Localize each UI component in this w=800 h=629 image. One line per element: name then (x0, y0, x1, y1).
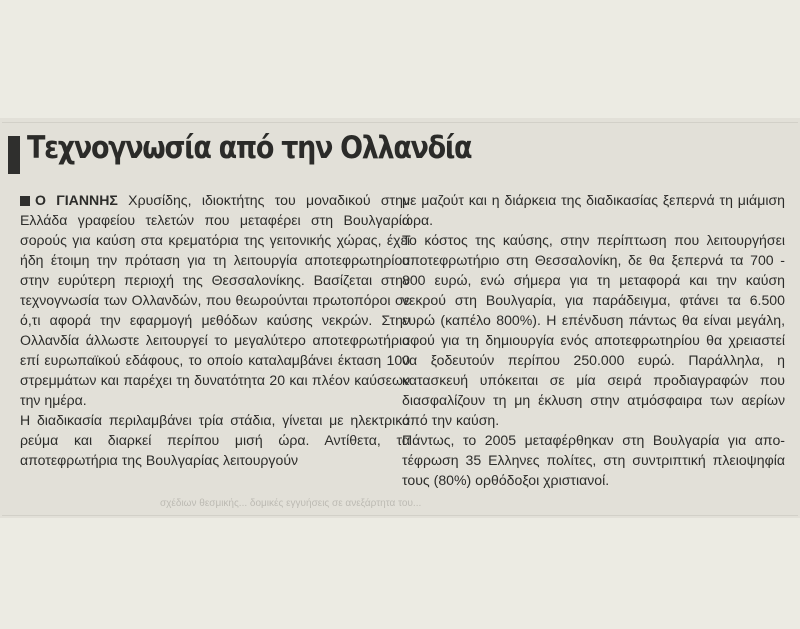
title-marker-bar (8, 136, 20, 174)
article-title: Τεχνογνωσία από την Ολλανδία (27, 130, 472, 166)
paragraph: Το κόστος της καύσης, στην περίπτωση που λειτουργήσει αποτεφρωτήριο στη Θεσσαλονίκη, δε θα ξεπερνά τα 700 - 800 ευρώ, ενώ σήμερα για τη μεταφορά και την καύση νεκρού στη Βουλγαρία, για παράδειγμα, φτάνει τα 6.500 ευρώ (καπέλο 800%). Η επένδυση πάντως θα είναι μεγάλη, αφού για τη δημιουργία ενός αποτεφρωτηρίου θα χρειαστεί να ξοδευτούν περίπου 250.000 ευρώ. Παράλληλα, η κατασκευή υπόκειται σε μία σειρά προδιαγραφών που διασφαλίζουν τη μη έκλυση στην ατμόσφαιρα των αερίων από την καύση. (402, 232, 785, 428)
paragraph (20, 190, 410, 410)
bleed-through-text: σχέδιων θεσμικής... δομικές εγγυήσεις σε ανεξάρτητα του... (160, 498, 422, 509)
article-column-left (20, 190, 410, 470)
author-name: Ο ΓΙΑΝΝΗΣ (35, 192, 118, 208)
article-column-right (402, 190, 785, 490)
paragraph: Πάντως, το 2005 μεταφέρθηκαν στη Βουλγαρία για αποτέφρωση 35 Ελληνες πολίτες, στη συντριπτική πλειοψηφία τους (80%) ορθόδοξοι χριστιανοί. (402, 432, 785, 488)
lead-square-icon (20, 196, 30, 206)
paragraph-text: Χρυσίδης, ιδιοκτήτης του μοναδικού στην Ελλάδα γραφείου τελετών που μεταφέρει στη Βουλγαρία σορούς για καύση στα κρεματόρια της γειτονικής χώρας, έχει ήδη έτοιμη την πρόταση για τη λειτουργία αποτεφρωτηρίου στην ευρύτερη περιοχή της Θεσσαλονίκης. Βασίζεται στην τεχνογνωσία των Ολλανδών, που θεωρούνται πρωτοπόροι σε ό,τι αφορά την εφαρμογή μεθόδων καύσης νεκρών. Στην Ολλανδία άλλωστε λειτουργεί το μεγαλύτερο αποτεφρωτήριο επί ευρωπαϊκού εδάφους, το οποίο καταλαμβάνει έκταση 100 στρεμμάτων και παρέχει τη δυνατότητα 20 και πλέον καύσεων την ημέρα. (20, 192, 410, 408)
paragraph: Η διαδικασία περιλαμβάνει τρία στάδια, γίνεται με ηλεκτρικό ρεύμα και διαρκεί περίπου μισή ώρα. Αντίθετα, τα αποτεφρωτήρια της Βουλγαρίας λειτουργούν (20, 412, 410, 468)
paragraph: με μαζούτ και η διάρκεια της διαδικασίας ξεπερνά τη μιάμιση ώρα. (402, 192, 785, 228)
